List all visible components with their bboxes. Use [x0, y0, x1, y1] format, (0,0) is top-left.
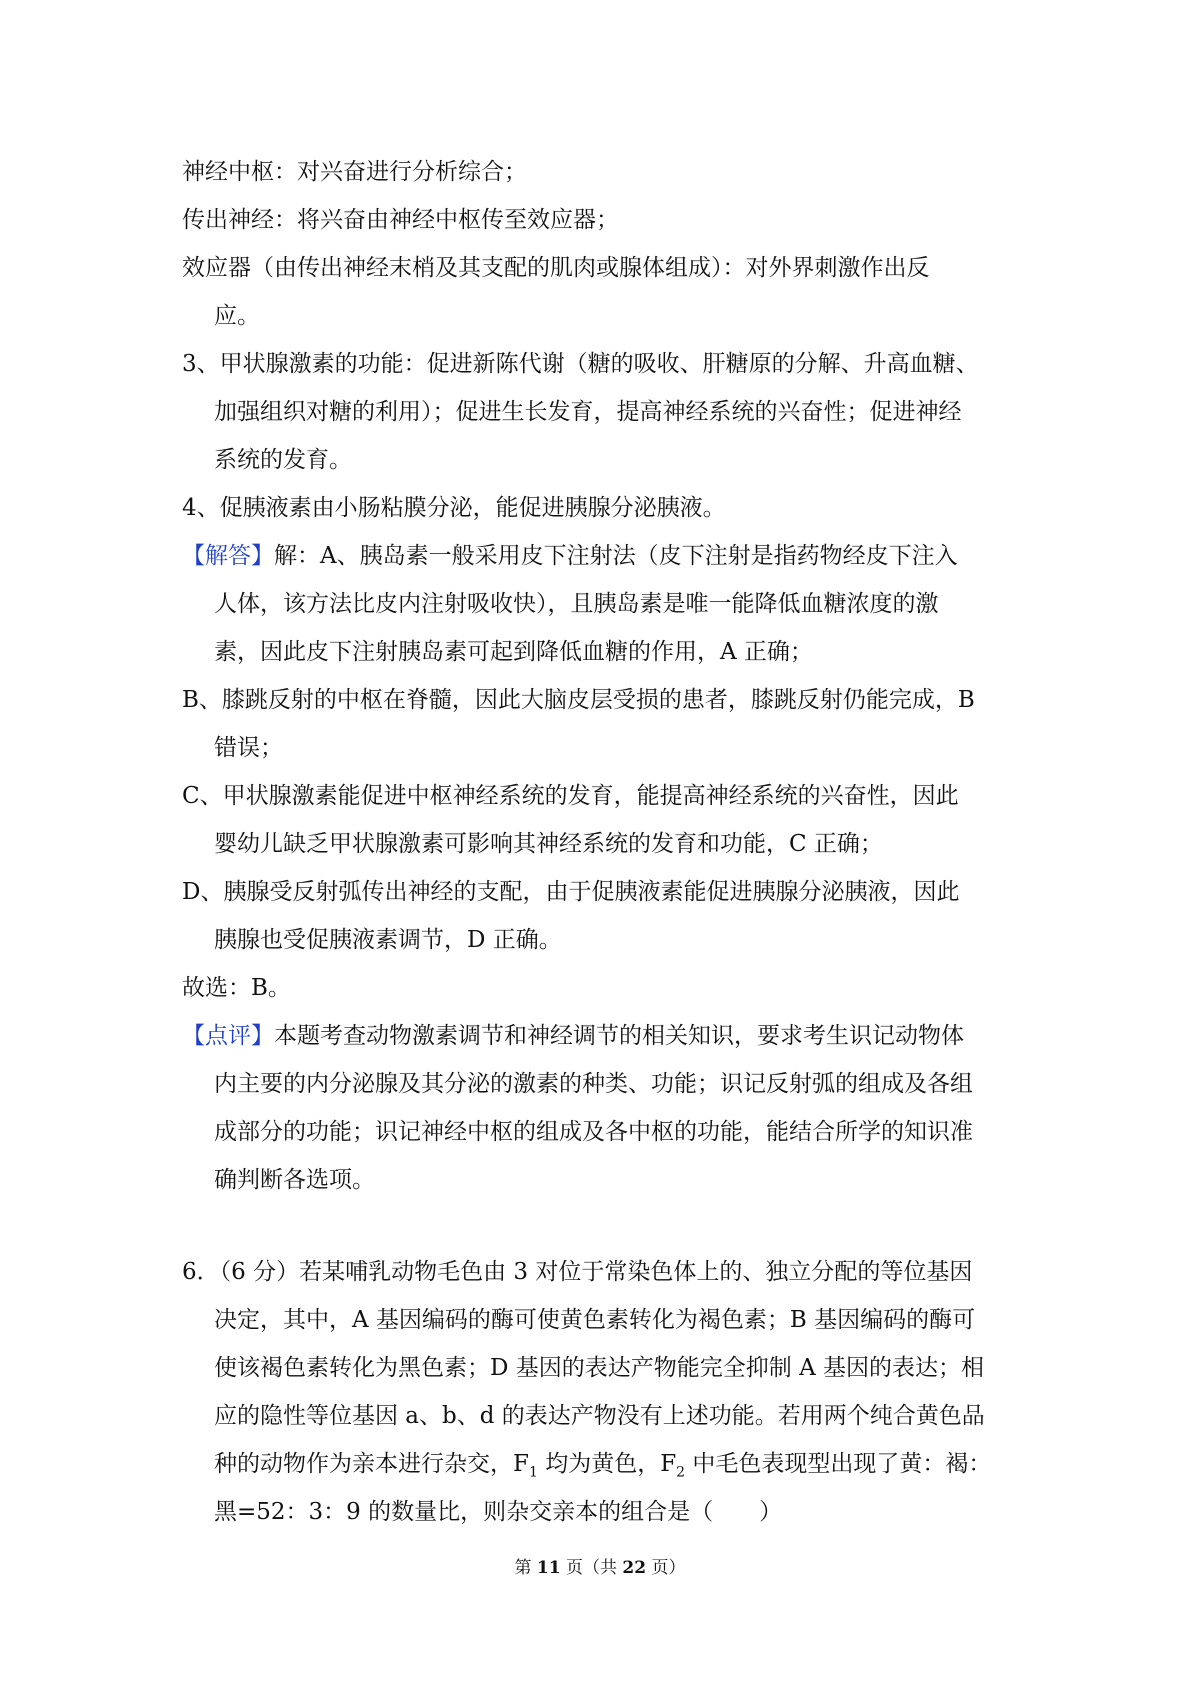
text-line: 故选：B。: [182, 975, 291, 1001]
question-text: 中毛色表现型出现了黄：褐：: [685, 1451, 992, 1477]
footer-total-pages: 22: [622, 1558, 647, 1578]
answer-tag: 【解答】: [182, 543, 274, 569]
text-line: 内主要的内分泌腺及其分泌的激素的种类、功能；识记反射弧的组成及各组: [214, 1071, 973, 1097]
footer-page-number: 11: [536, 1558, 561, 1578]
text-line: 婴幼儿缺乏甲状腺激素可影响其神经系统的发育和功能，C 正确；: [214, 831, 883, 857]
question-text: 种的动物作为亲本进行杂交，F: [214, 1451, 529, 1477]
text-line: D、胰腺受反射弧传出神经的支配，由于促胰液素能促进胰腺分泌胰液，因此: [182, 879, 960, 905]
question-line: 应的隐性等位基因 a、b、d 的表达产物没有上述功能。若用两个纯合黄色品: [214, 1403, 985, 1429]
text-line: 系统的发育。: [214, 447, 352, 473]
text-line: 确判断各选项。: [214, 1167, 375, 1193]
footer-mid: 页（共: [560, 1558, 623, 1578]
text-line: 3、甲状腺激素的功能：促进新陈代谢（糖的吸收、肝糖原的分解、升高血糖、: [182, 351, 979, 377]
answer-line: [182, 532, 1028, 580]
text-line: C、甲状腺激素能促进中枢神经系统的发育，能提高神经系统的兴奋性，因此: [182, 783, 959, 809]
footer-post: 页）: [646, 1558, 686, 1578]
question-line: 决定，其中，A 基因编码的酶可使黄色素转化为褐色素；B 基因编码的酶可: [214, 1307, 976, 1333]
footer-pre: 第: [514, 1558, 537, 1578]
section-gap: [182, 1204, 1028, 1248]
text-line: 人体，该方法比皮内注射吸收快），且胰岛素是唯一能降低血糖浓度的激: [214, 591, 939, 617]
question-line: 黑=52：3：9 的数量比，则杂交亲本的组合是（ ）: [214, 1499, 783, 1525]
text-line: 4、促胰液素由小肠粘膜分泌，能促进胰腺分泌胰液。: [182, 495, 726, 521]
question-line: [182, 1440, 1028, 1488]
page-footer: [0, 1556, 1200, 1580]
text-line: 加强组织对糖的利用）；促进生长发育，提高神经系统的兴奋性；促进神经: [214, 399, 962, 425]
answer-text: 解：A、胰岛素一般采用皮下注射法（皮下注射是指药物经皮下注入: [274, 543, 958, 569]
question-text: 均为黄色，F: [537, 1451, 677, 1477]
comment-tag: 【点评】: [182, 1023, 274, 1049]
subscript-f2: 2: [676, 1464, 686, 1481]
comment-text: 本题考查动物激素调节和神经调节的相关知识，要求考生识记动物体: [274, 1023, 964, 1049]
text-line: 效应器（由传出神经末梢及其支配的肌肉或腺体组成）：对外界刺激作出反: [182, 255, 930, 281]
text-line: 神经中枢：对兴奋进行分析综合；: [182, 159, 527, 185]
text-line: 传出神经：将兴奋由神经中枢传至效应器；: [182, 207, 619, 233]
text-line: B、膝跳反射的中枢在脊髓，因此大脑皮层受损的患者，膝跳反射仍能完成，B: [182, 687, 975, 713]
text-line: 成部分的功能；识记神经中枢的组成及各中枢的功能，能结合所学的知识准: [214, 1119, 973, 1145]
text-line: 应。: [214, 303, 260, 329]
page-content: [182, 148, 1028, 1536]
comment-line: [182, 1012, 1028, 1060]
subscript-f1: 1: [528, 1464, 538, 1481]
question-line: 使该褐色素转化为黑色素；D 基因的表达产物能完全抑制 A 基因的表达；相: [214, 1355, 984, 1381]
text-line: 胰腺也受促胰液素调节，D 正确。: [214, 927, 562, 953]
text-line: 素，因此皮下注射胰岛素可起到降低血糖的作用，A 正确；: [214, 639, 813, 665]
question-line: 6．（6 分）若某哺乳动物毛色由 3 对位于常染色体上的、独立分配的等位基因: [182, 1259, 973, 1285]
text-line: 错误；: [214, 735, 283, 761]
